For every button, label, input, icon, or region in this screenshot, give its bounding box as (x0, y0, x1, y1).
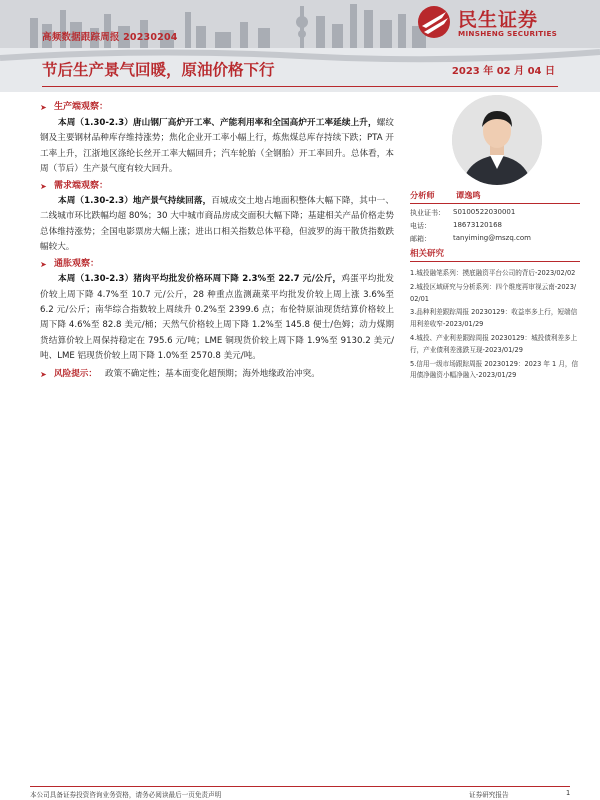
page-number: 1 (566, 789, 571, 797)
risk-text: 政策不确定性；基本面变化超预期；海外地缘政治冲突。 (104, 368, 320, 379)
header-banner (0, 0, 600, 92)
analyst-heading (410, 188, 580, 204)
related-research-list (410, 268, 580, 384)
report-date: 2023 年 02 月 04 日 (451, 66, 555, 77)
related-research-item[interactable]: 1.城投融笔系列：摸底融资平台公司的背后-2023/02/02 (410, 269, 576, 277)
footer-report-type: 证券研究报告 (469, 791, 509, 799)
page-title: 节后生产景气回暖，原油价格下行 (42, 61, 275, 79)
arrow-right-icon: ➤ (40, 103, 47, 113)
risk-label: 风险提示： (54, 368, 97, 379)
analyst-name: 谭逸鸣 (456, 190, 481, 200)
analyst-photo (452, 95, 542, 185)
logo-text-cn: 民生证券 (458, 9, 539, 31)
footer-divider (30, 786, 570, 787)
production-paragraph: 本周（1.30-2.3）唐山钢厂高炉开工率、产能利用率和全国高炉开工率延续上升，螺纹钢及主要钢材品种库存维持涨势；焦化企业开工率小幅上行，炼焦煤总库存持续下跌；PTA 开工率上升，江浙地区涤纶长丝开工率大幅回升；汽车轮胎（全钢胎）开工率回升。总体看，本周（节后）生产景气度有较大回升。 (40, 118, 394, 174)
title-divider (42, 86, 558, 87)
inflation-heading: ➤ 通胀观察： (40, 256, 394, 272)
arrow-right-icon: ➤ (40, 259, 47, 269)
report-body (40, 100, 394, 382)
related-research-item[interactable]: 5.信用一级市场跟踪周报 20230129：2023 年 1 月，信用债净融资小幅净融入-2023/01/29 (410, 359, 579, 380)
footer-disclaimer: 本公司具备证券投资咨询业务资格，请务必阅读最后一页免责声明 (30, 791, 222, 799)
logo-text-en: MINSHENG SECURITIES (458, 29, 558, 38)
analyst-role: 分析师 (410, 190, 435, 200)
report-series: 高频数据跟踪周报 20230204 (42, 32, 178, 43)
demand-heading: ➤ 需求端观察： (40, 178, 394, 194)
inflation-paragraph: 本周（1.30-2.3）猪肉平均批发价格环周下降 2.3%至 22.7 元/公斤，鸡蛋平均批发价较上周下降 4.7%至 10.7 元/公斤，28 种重点监测蔬菜平均批发价较上周上涨 3.6%至 6.2 元/公斤；南华综合指数较上周续升 0.2%至 2399.6 点；布伦特原油现货结算价格较上周下降 4.6%至 82.8 美元/桶；天然气价格较上周下降 1.2%至 145.8 便士/色姆；动力煤期货结算价较上周保持稳定在 795.6 元/吨；LME 铜现货价较上周下降 1.9%至 9130.2 美元/吨、LME 铝现货价较上周下降 1.0%至 2570.8 美元/吨。 (40, 274, 394, 361)
related-research-item[interactable]: 2.城投区域研究与分析系列：四个维度再审视云南-2023/02/01 (410, 282, 577, 303)
arrow-right-icon: ➤ (40, 181, 47, 191)
related-research-item[interactable]: 4.城投、产业利差跟踪周报 20230129：城投债利差多上行，产业债利差涨跌互现-2023/01/29 (410, 333, 578, 354)
minsheng-logo (416, 4, 588, 40)
analyst-portrait (452, 95, 542, 185)
arrow-right-icon: ➤ (40, 369, 47, 379)
demand-paragraph: 本周（1.30-2.3）地产景气持续回落，百城成交土地占地面积整体大幅下降，其中一、二线城市环比跌幅均超 80%；30 大中城市商品房成交面积大幅下降；基建相关产品价格走势总体维持涨势；全国电影票房大幅上涨；进出口相关指数总体平稳，但波罗的海干散货指数跌幅较大。 (40, 196, 394, 253)
related-research-item[interactable]: 3.品种利差跟踪周报 20230129：收益率多上行，短端信用利差收窄-2023/01/29 (410, 308, 578, 329)
minsheng-logo-icon (416, 4, 454, 40)
production-heading: ➤ 生产端观察： (40, 100, 394, 116)
related-research-heading: 相关研究 (410, 247, 580, 262)
risk-warning (40, 366, 394, 382)
